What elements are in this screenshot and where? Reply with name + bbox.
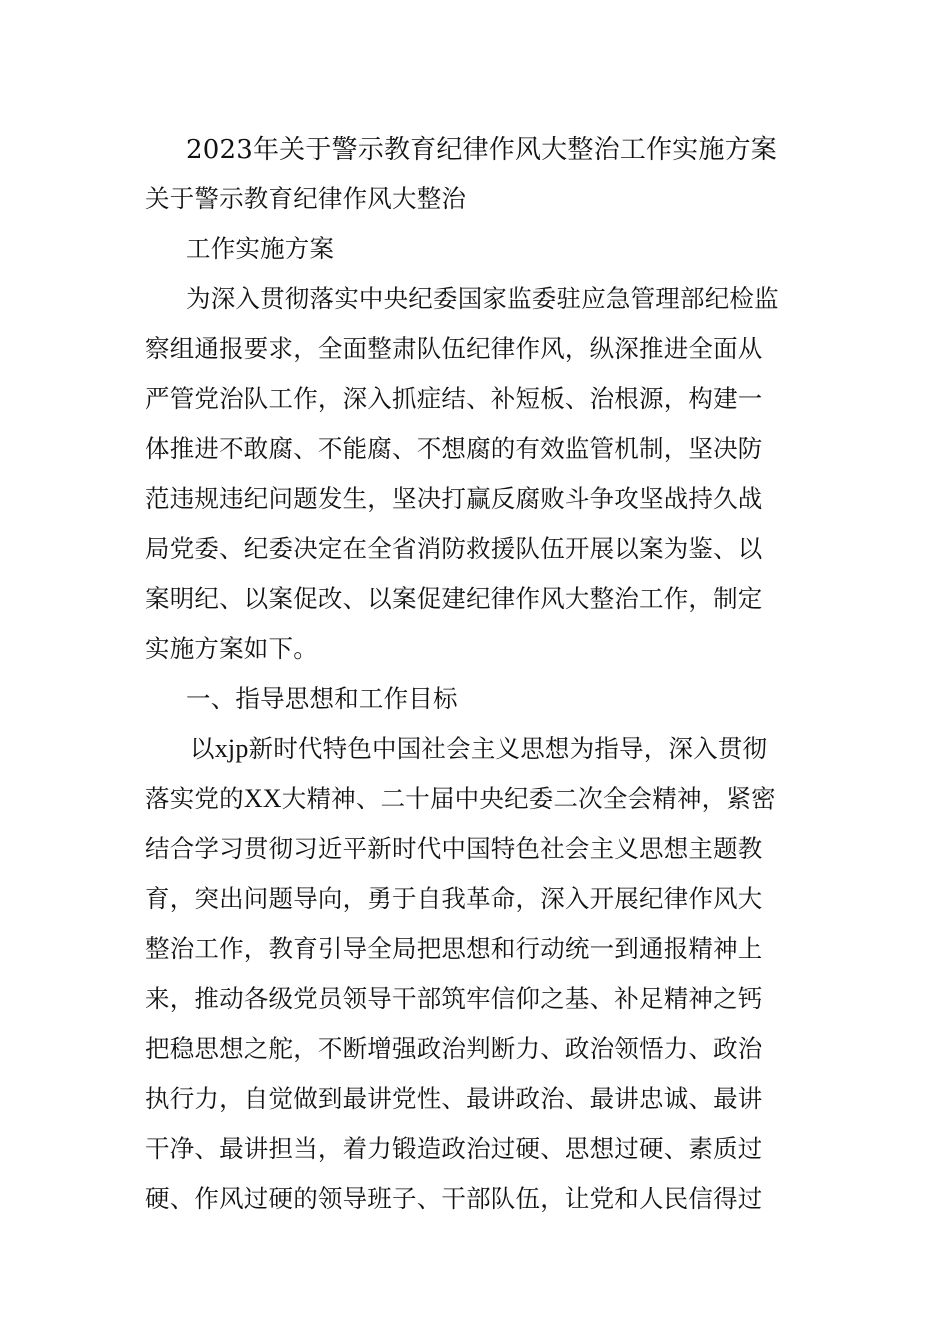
text-run: xjp xyxy=(214,734,249,763)
paragraph-line: 把稳思想之舵，不断增强政治判断力、政治领悟力、政治 xyxy=(145,1034,763,1063)
paragraph-line: 严管党治队工作，深入抓症结、补短板、治根源，构建一 xyxy=(145,384,763,413)
paragraph-line: 干净、最讲担当，着力锻造政治过硬、思想过硬、素质过 xyxy=(145,1134,763,1163)
text-run: 以 xyxy=(190,734,215,763)
paragraph-line: 为深入贯彻落实中央纪委国家监委驻应急管理部纪检监 xyxy=(186,284,779,313)
paragraph-line: 体推进不敢腐、不能腐、不想腐的有效监管机制，坚决防 xyxy=(145,434,763,463)
paragraph-line: 执行力，自觉做到最讲党性、最讲政治、最讲忠诚、最讲 xyxy=(145,1084,763,1113)
text-run: 落实党的 xyxy=(145,784,244,813)
paragraph-line: 来，推动各级党员领导干部筑牢信仰之基、补足精神之钙 xyxy=(145,984,763,1013)
paragraph-line: 案明纪、以案促改、以案促建纪律作风大整治工作，制定 xyxy=(145,584,763,613)
text-run: XX xyxy=(243,784,282,813)
paragraph-line: 局党委、纪委决定在全省消防救援队伍开展以案为鉴、以 xyxy=(145,534,763,563)
document-subtitle-line-2: 工作实施方案 xyxy=(186,234,335,263)
paragraph-line: 整治工作，教育引导全局把思想和行动统一到通报精神上 xyxy=(145,934,763,963)
paragraph-line xyxy=(190,732,767,766)
text-run: 新时代特色中国社会主义思想为指导，深入贯彻 xyxy=(248,734,768,763)
paragraph-line: 察组通报要求，全面整肃队伍纪律作风，纵深推进全面从 xyxy=(145,334,763,363)
section-heading: 一、指导思想和工作目标 xyxy=(186,684,458,713)
paragraph-line: 育，突出问题导向，勇于自我革命，深入开展纪律作风大 xyxy=(145,884,763,913)
paragraph-line xyxy=(145,782,776,816)
document-title: 2023年关于警示教育纪律作风大整治工作实施方案 xyxy=(186,135,777,165)
paragraph-line: 范违规违纪问题发生，坚决打赢反腐败斗争攻坚战持久战 xyxy=(145,484,763,513)
paragraph-line: 实施方案如下。 xyxy=(145,634,318,663)
paragraph-line: 硬、作风过硬的领导班子、干部队伍，让党和人民信得过 xyxy=(145,1184,763,1213)
paragraph-line: 结合学习贯彻习近平新时代中国特色社会主义思想主题教 xyxy=(145,834,763,863)
text-run: 大精神、二十届中央纪委二次全会精神，紧密 xyxy=(281,784,776,813)
document-subtitle-line-1: 关于警示教育纪律作风大整治 xyxy=(145,184,467,213)
